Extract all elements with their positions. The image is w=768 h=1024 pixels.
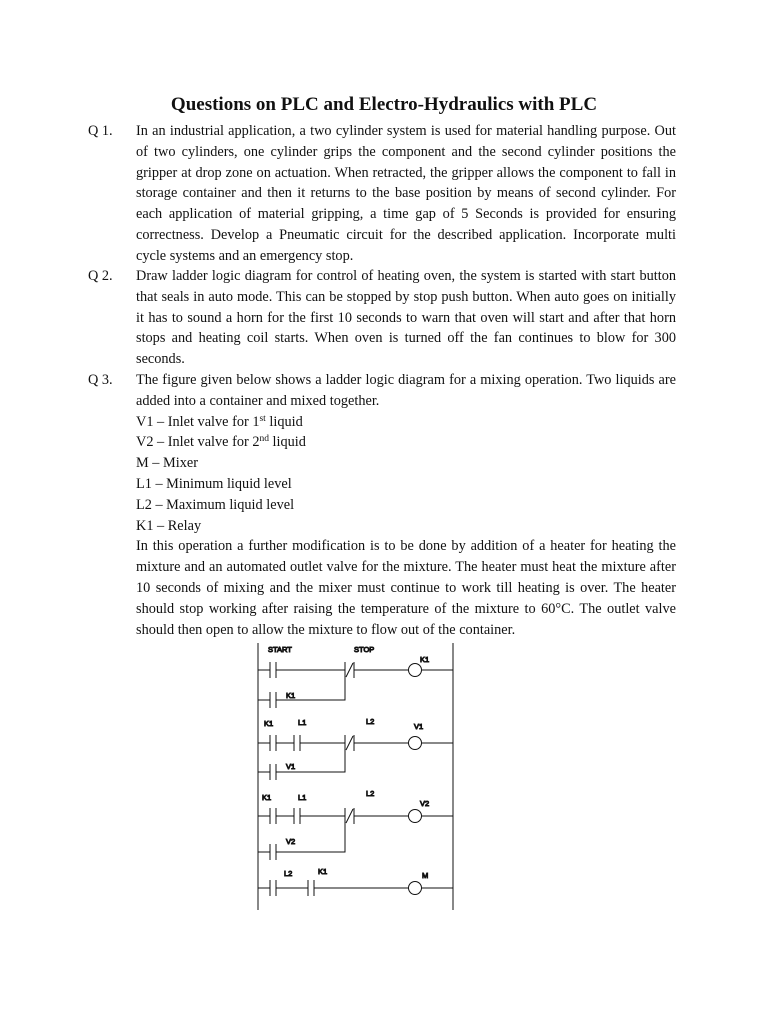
question-text: Draw ladder logic diagram for control of heating oven, the system is started with start button that seals in auto mode. This can be stopped by stop push button. When auto goes on initially it has to sound a horn for the first 10 seconds to warn that oven will start and after that horn stops and heating coil starts. When oven is turned off the fan continues to blow for 300 seconds. — [136, 268, 676, 368]
legend-v1: V1 – Inlet valve for 1st liquid — [136, 413, 303, 430]
label-v1-coil: V1 — [414, 722, 424, 731]
legend-l2: L2 – Maximum liquid level — [136, 496, 295, 513]
page-title: Questions on PLC and Electro-Hydraulics with PLC — [170, 94, 598, 115]
question-2 — [88, 266, 676, 370]
legend-l1: L1 – Minimum liquid level — [136, 475, 292, 492]
question-body: In this operation a further modification is to be done by addition of a heater for heating the mixture and an automated outlet valve for the mixture. The heater must heat the mixture after 10 seconds of mixing and the mixer must continue to work till heating is over. The heater should stop working after raising the temperature of the mixture to 60°C. The outlet valve should then open to allow the mixture to flow out of the container. — [136, 538, 676, 638]
question-number: Q 2. — [88, 268, 113, 284]
label-m-coil: M — [422, 871, 429, 880]
question-number: Q 3. — [88, 372, 113, 388]
label-k1-coil: K1 — [420, 655, 430, 664]
label-l2: L2 — [284, 869, 293, 878]
label-start: START — [268, 645, 292, 654]
rung-4 — [258, 867, 453, 896]
label-l2: L2 — [366, 717, 375, 726]
legend-m: M – Mixer — [136, 455, 198, 472]
label-k1-seal: K1 — [286, 691, 296, 700]
rung-2 — [258, 717, 453, 780]
label-l2: L2 — [366, 789, 375, 798]
rung-1 — [258, 645, 453, 708]
ladder-diagram — [250, 638, 460, 914]
legend-k1: K1 – Relay — [136, 517, 202, 534]
question-text: In an industrial application, a two cylinder system is used for material handling purpose. Out of two cylinders, one cylinder grips the component and the second cylinder positions the gripper at drop zone on actuation. When retracted, the gripper allows the component to fall in storage container and then it returns to the base position by means of second cylinder. For each application of material gripping, a time gap of 5 Seconds is provided for ensuring correctness. Develop a Pneumatic circuit for the described application. Incorporate multi cycle systems and an emergency stop. — [136, 123, 676, 264]
label-v2-seal: V2 — [286, 837, 296, 846]
label-k1: K1 — [264, 719, 274, 728]
rung-3 — [258, 789, 453, 860]
label-k1: K1 — [262, 793, 272, 802]
legend-v2: V2 – Inlet valve for 2nd liquid — [136, 434, 306, 451]
label-l1: L1 — [298, 793, 307, 802]
question-intro: The figure given below shows a ladder logic diagram for a mixing operation. Two liquids are added into a container and mixed together. — [136, 372, 676, 409]
label-l1: L1 — [298, 718, 307, 727]
label-stop: STOP — [354, 645, 375, 654]
label-v2-coil: V2 — [420, 799, 430, 808]
label-v1-seal: V1 — [286, 762, 296, 771]
question-number: Q 1. — [88, 123, 113, 139]
label-k1: K1 — [318, 867, 328, 876]
question-1 — [88, 121, 676, 267]
question-3 — [88, 370, 676, 640]
